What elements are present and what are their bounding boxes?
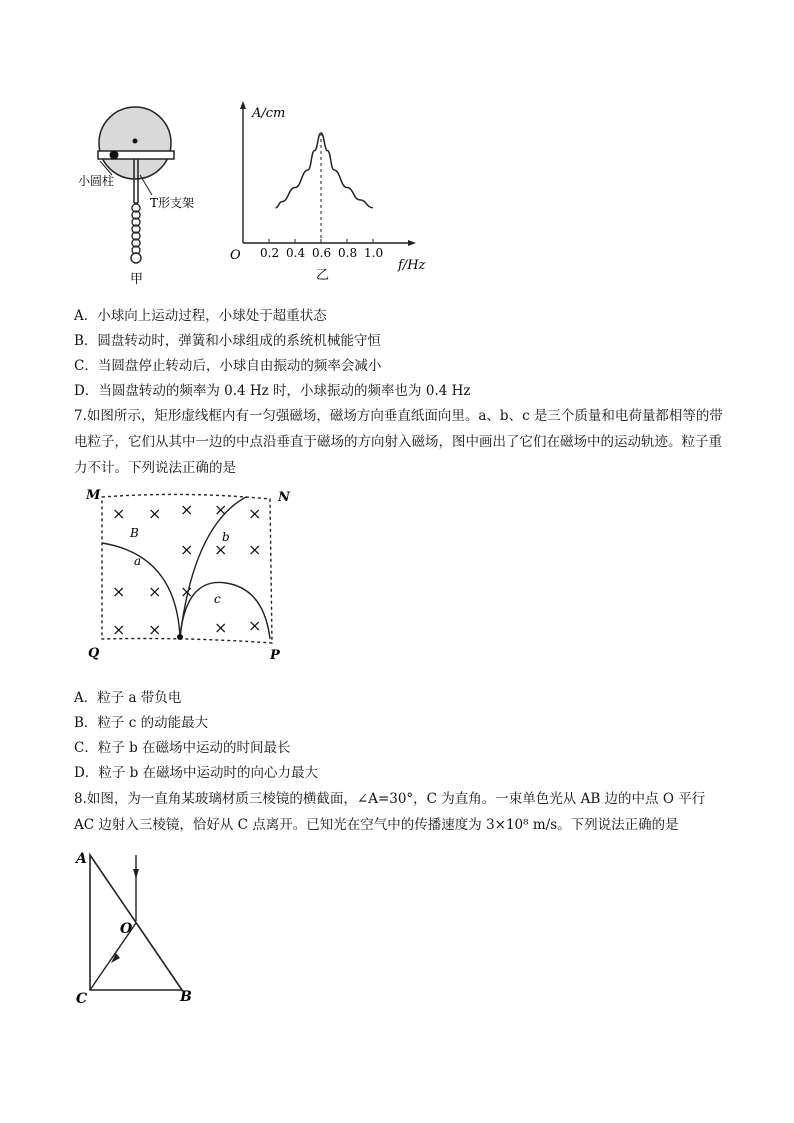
spring [132,204,140,254]
q6-option-b: B．圆盘转动时，弹簧和小球组成的系统机械能守恒 [74,333,381,349]
figure-q8 [70,845,210,1015]
label-c: c [214,592,221,606]
vertex-A: A [76,851,87,867]
q8-stem: 8.如图，为一直角某玻璃材质三棱镜的横截面，∠A=30°，C 为直角。一束单色光从 AB 边的中点 O 平行 AC 边射入三棱镜，恰好从 C 点离开。已知光在空气中的传播速度为 3×10⁸ m/s。下列说法正确的是 [74,791,706,833]
resonance-curve [276,133,374,208]
origin-label: O [230,248,241,263]
y-axis-label: A/cm [252,106,286,121]
svg-text:×: × [112,504,126,523]
q6-option-d: D．当圆盘转动的频率为 0.4 Hz 时，小球振动的频率也为 0.4 Hz [74,383,471,399]
x-tick-label: 0.4 [286,246,306,260]
svg-text:×: × [112,582,126,601]
corner-P: P [270,648,280,663]
x-tick-label: 0.6 [312,246,332,260]
q6-option-c: C．当圆盘停止转动后，小球自由振动的频率会减小 [74,358,382,374]
q7-option-b: B．粒子 c 的动能最大 [74,715,209,731]
svg-text:×: × [148,620,162,639]
q7-stem: 7.如图所示，矩形虚线框内有一匀强磁场，磁场方向垂直纸面向里。a、b、c 是三个质量和电荷量都相等的带电粒子，它们从其中一边的中点沿垂直于磁场的方向射入磁场，图中画出了它们在磁场中的运动轨迹。粒子重力不计。下列说法正确的是 [74,408,723,476]
svg-text:×: × [148,582,162,601]
label-t-bracket: T形支架 [150,196,195,210]
figure-q6 [70,95,450,295]
svg-text:×: × [112,620,126,639]
resonance-chart [230,101,426,283]
x-tick-label: 0.8 [338,246,358,260]
x-axis-label: f/Hz [398,258,426,273]
svg-text:×: × [214,540,228,559]
t-bracket-bar [98,151,174,159]
label-jia: 甲 [130,272,144,287]
q7-option-c: C．粒子 b 在磁场中运动的时间最长 [74,740,291,756]
label-small-cylinder: 小圆柱 [78,174,115,188]
label-b: b [222,530,230,544]
ball [131,253,141,263]
svg-text:×: × [248,504,262,523]
vertex-B: B [180,989,192,1005]
field-crosses [112,500,261,639]
q6-option-a: A．小球向上运动过程，小球处于超重状态 [74,308,327,324]
svg-text:×: × [248,540,262,559]
small-cylinder [110,151,119,160]
svg-text:×: × [180,540,194,559]
svg-text:×: × [214,618,228,637]
x-tick-label: 0.2 [260,246,280,260]
x-tick-label: 1.0 [364,246,384,260]
svg-text:×: × [148,504,162,523]
q7-option-a: A．粒子 a 带负电 [74,690,182,706]
svg-text:×: × [214,500,228,519]
label-B: B [130,526,139,540]
svg-text:×: × [180,582,194,601]
figure-q7 [86,485,306,665]
corner-Q: Q [88,646,100,661]
point-O: O [120,921,133,937]
label-a: a [134,554,142,568]
disk-center-dot [133,139,138,144]
q7-option-d: D．粒子 b 在磁场中运动时的向心力最大 [74,765,319,781]
entry-point [177,634,183,640]
corner-N: N [278,490,290,505]
corner-M: M [86,488,101,503]
label-yi: 乙 [316,268,330,283]
svg-text:×: × [248,616,262,635]
svg-text:×: × [180,500,194,519]
vertex-C: C [76,991,88,1007]
